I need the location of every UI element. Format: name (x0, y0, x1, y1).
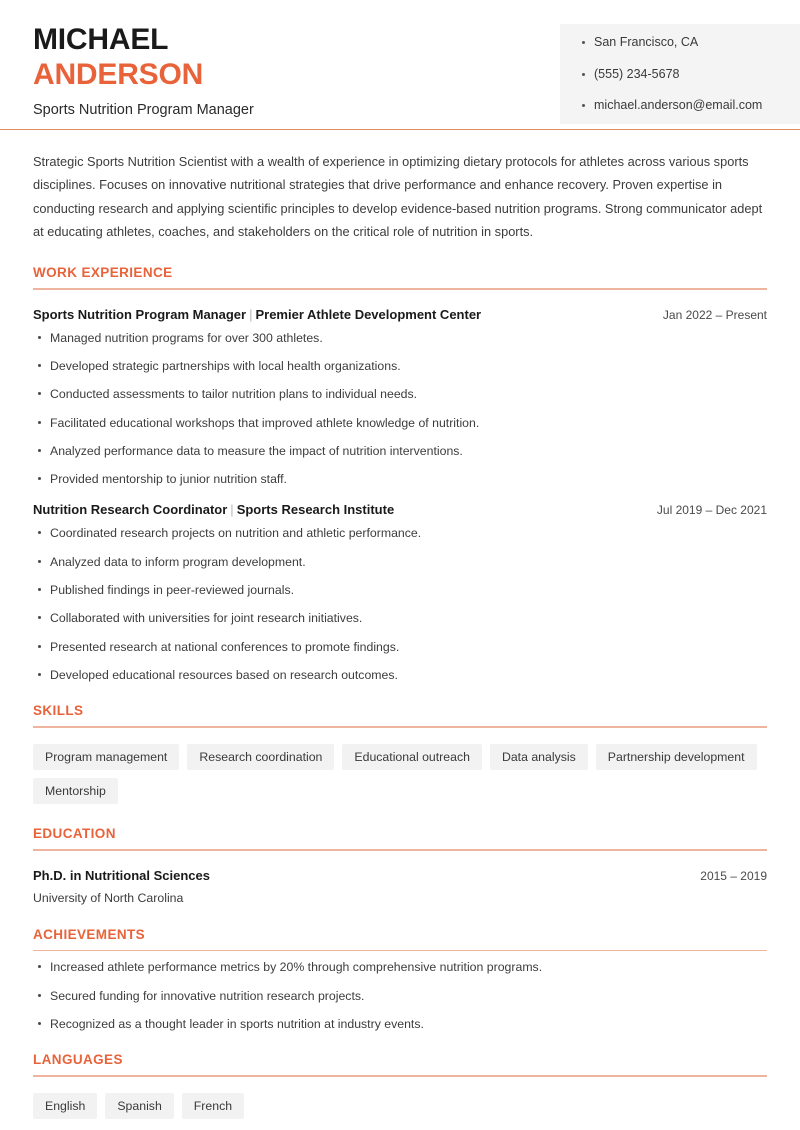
contact-phone: (555) 234-5678 (582, 68, 800, 81)
section-skills (33, 703, 767, 804)
section-work-experience (33, 265, 767, 681)
languages-chip-list (33, 1093, 767, 1119)
education-entry (33, 868, 767, 905)
bullet-item: Facilitated educational workshops that improved athlete knowledge of nutrition. (33, 417, 767, 429)
section-title-education: EDUCATION (33, 826, 116, 842)
bullet-item: Managed nutrition programs for over 300 athletes. (33, 332, 767, 344)
experience-entry (33, 502, 767, 681)
first-name: MICHAEL (33, 23, 169, 56)
experience-entry-header (33, 307, 767, 322)
header-divider (0, 129, 800, 131)
skill-chip: Partnership development (596, 744, 757, 770)
bullet-item: Conducted assessments to tailor nutrition plans to individual needs. (33, 388, 767, 400)
section-title-skills: SKILLS (33, 703, 84, 719)
achievements-list (33, 961, 767, 1030)
experience-dates: Jul 2019 – Dec 2021 (656, 503, 767, 518)
title-separator: | (230, 502, 234, 518)
skill-chip: Mentorship (33, 778, 118, 804)
experience-company: Sports Research Institute (236, 502, 395, 518)
section-title-work-experience: WORK EXPERIENCE (33, 265, 173, 281)
language-chip: Spanish (105, 1093, 173, 1119)
bullet-item: Presented research at national conferences to promote findings. (33, 641, 767, 653)
language-chip: French (182, 1093, 244, 1119)
job-title: Sports Nutrition Program Manager (33, 102, 254, 119)
experience-bullets (33, 527, 767, 681)
bullet-item: Developed strategic partnerships with local health organizations. (33, 360, 767, 372)
experience-heading (33, 307, 481, 322)
experience-bullets (33, 332, 767, 486)
section-education (33, 826, 767, 905)
bullet-item: Published findings in peer-reviewed journals. (33, 584, 767, 596)
section-divider (33, 288, 767, 290)
skill-chip: Educational outreach (342, 744, 482, 770)
bullet-item: Coordinated research projects on nutrition and athletic performance. (33, 527, 767, 539)
experience-dates: Jan 2022 – Present (662, 307, 767, 322)
experience-role: Nutrition Research Coordinator (33, 502, 228, 518)
skills-chip-list (33, 744, 767, 805)
education-school: University of North Carolina (33, 890, 184, 905)
title-separator: | (249, 306, 253, 322)
education-degree: Ph.D. in Nutritional Sciences (33, 867, 210, 883)
bullet-item: Increased athlete performance metrics by 20% through comprehensive nutrition programs. (33, 961, 767, 973)
education-dates: 2015 – 2019 (700, 868, 767, 883)
bullet-item: Analyzed data to inform program development. (33, 556, 767, 568)
experience-company: Premier Athlete Development Center (255, 306, 482, 322)
skill-chip: Research coordination (187, 744, 334, 770)
contact-location: San Francisco, CA (582, 36, 800, 49)
section-divider (33, 1075, 767, 1077)
experience-heading (33, 502, 394, 517)
section-achievements (33, 927, 767, 1030)
section-title-languages: LANGUAGES (33, 1052, 123, 1068)
bullet-item: Developed educational resources based on research outcomes. (33, 669, 767, 681)
bullet-item: Recognized as a thought leader in sports nutrition at industry events. (33, 1018, 767, 1030)
experience-role: Sports Nutrition Program Manager (33, 306, 247, 322)
section-divider (33, 950, 767, 952)
experience-entry-header (33, 502, 767, 517)
bullet-item: Provided mentorship to junior nutrition staff. (33, 473, 767, 485)
last-name: ANDERSON (33, 58, 204, 92)
resume-body (0, 150, 800, 1119)
resume-header (0, 0, 800, 130)
section-title-achievements: ACHIEVEMENTS (33, 926, 146, 942)
bullet-item: Secured funding for innovative nutrition research projects. (33, 990, 767, 1002)
skill-chip: Data analysis (490, 744, 588, 770)
education-entry-header (33, 868, 767, 883)
bullet-item: Collaborated with universities for joint research initiatives. (33, 612, 767, 624)
skill-chip: Program management (33, 744, 179, 770)
professional-summary: Strategic Sports Nutrition Scientist with a wealth of experience in optimizing dietary protocols for athletes across various sports disciplines. Focuses on innovative nutritional strategies that drive performance and enhance recovery. Proven expertise in conducting research and applying scientific principles to develop evidence-based nutrition programs. Strong communicator adept at educating athletes, coaches, and stakeholders on the critical role of nutrition in sports. (33, 154, 763, 239)
language-chip: English (33, 1093, 97, 1119)
experience-entry (33, 307, 767, 486)
contact-email: michael.anderson@email.com (582, 99, 800, 112)
section-languages (33, 1052, 767, 1119)
section-divider (33, 726, 767, 728)
bullet-item: Analyzed performance data to measure the impact of nutrition interventions. (33, 445, 767, 457)
identity-block (0, 0, 254, 118)
section-divider (33, 849, 767, 851)
contact-box (560, 24, 800, 124)
